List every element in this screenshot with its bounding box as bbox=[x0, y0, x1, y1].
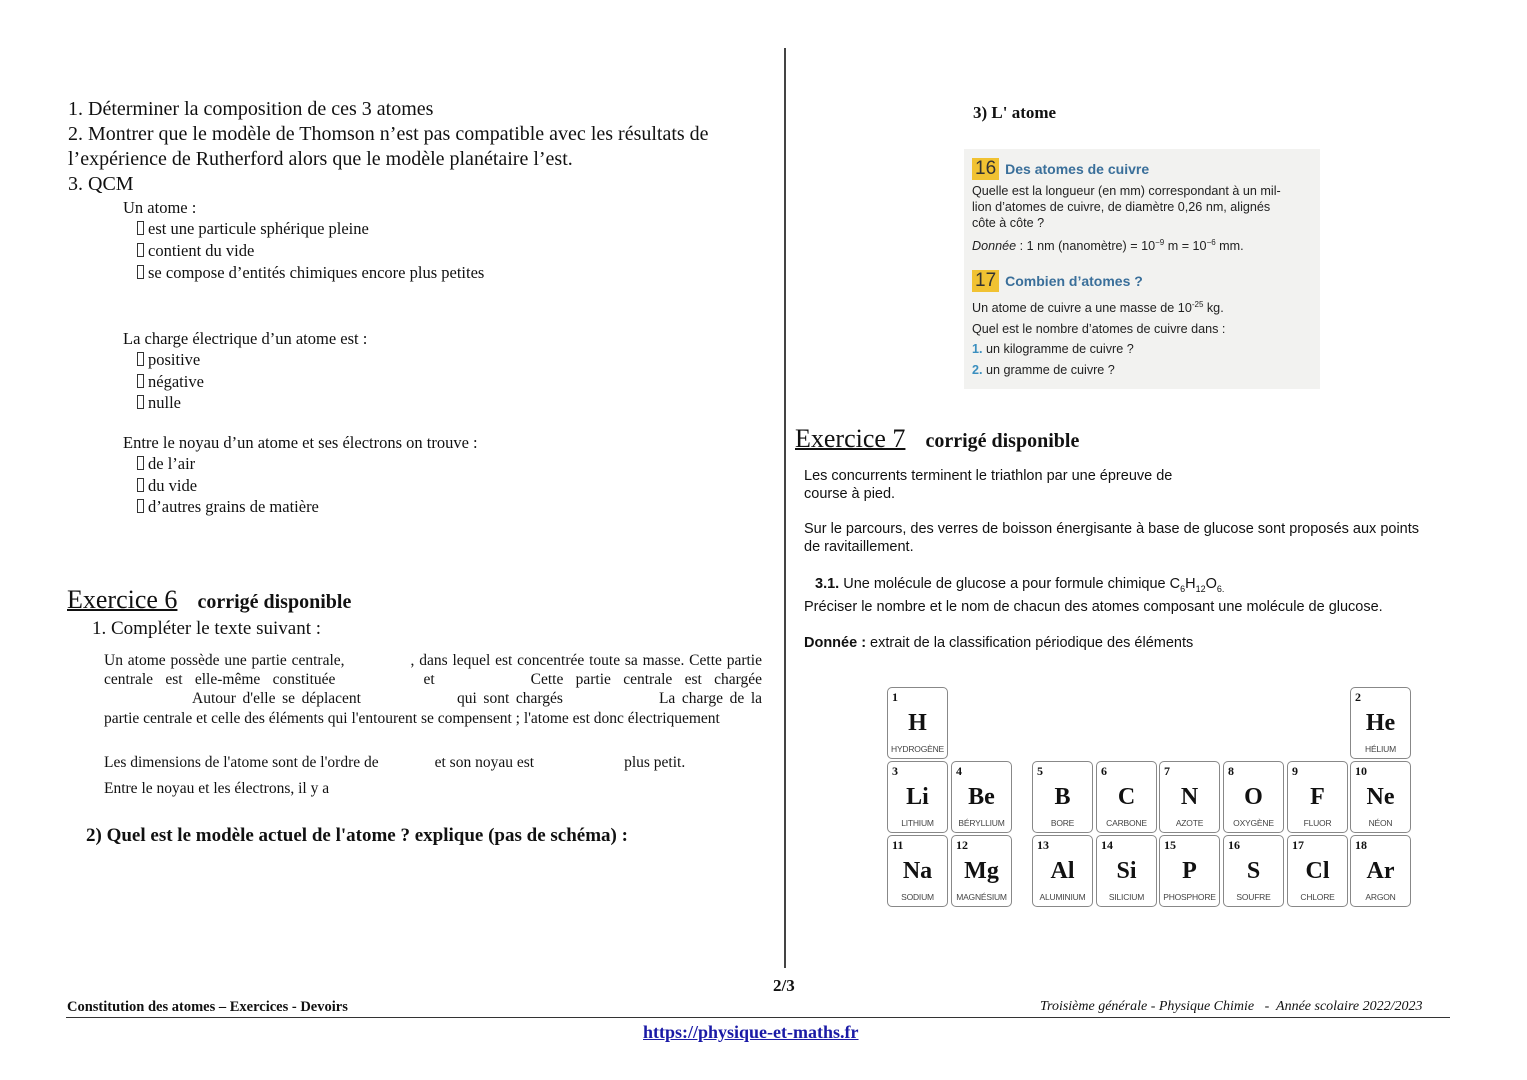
questions-block bbox=[68, 97, 709, 197]
website-link[interactable]: https://physique-et-maths.fr bbox=[643, 1022, 859, 1042]
element-cell: 8 O OXYGÈNE bbox=[1223, 761, 1284, 833]
column-divider bbox=[784, 48, 786, 968]
ex16-badge: 16 bbox=[972, 158, 999, 180]
fill-in-paragraph: Un atome possède une partie centrale, , dans lequel est concentrée toute sa masse. Cette partie centrale est elle-même constituée et Cette partie centrale est chargéeAutour d'elle se déplacent qui sont chargés La charge de la partie centrale et celle des éléments qui l'entourent se compensent ; l'atome est donc électriquement bbox=[104, 652, 763, 727]
exercise6-title: Exercice 6 bbox=[67, 585, 178, 614]
qcm-prompt: Un atome : bbox=[123, 198, 197, 217]
question-2-cont: l’expérience de Rutherford alors que le modèle planétaire l’est. bbox=[68, 148, 573, 170]
question-3-1: 3.1. Une molécule de glucose a pour formule chimique $C_6H_{12}O_{6.}$ Préciser le nombre et le nom de chacun des atomes composant une molécule de glucose. bbox=[804, 576, 1383, 615]
exercise7-para1: Les concurrents terminent le triathlon par une épreuve de course à pied. bbox=[804, 468, 1173, 502]
qcm-option[interactable]: contient du vide bbox=[123, 240, 484, 262]
checkbox-icon[interactable] bbox=[137, 243, 144, 257]
checkbox-icon[interactable] bbox=[137, 395, 144, 409]
exercise7-para2: Sur le parcours, des verres de boisson énergisante à base de glucose sont proposés aux points de ravitaillement. bbox=[804, 521, 1420, 555]
element-cell: 1 H HYDROGÈNE bbox=[887, 687, 948, 759]
element-cell: 14 Si SILICIUM bbox=[1096, 835, 1157, 907]
exercise6-subtitle: corrigé disponible bbox=[197, 591, 352, 613]
qcm-option[interactable]: nulle bbox=[123, 392, 367, 414]
element-cell: 2 He HÉLIUM bbox=[1350, 687, 1411, 759]
ex16-title: Des atomes de cuivre bbox=[1005, 161, 1150, 177]
checkbox-icon[interactable] bbox=[137, 374, 144, 388]
element-cell: 18 Ar ARGON bbox=[1350, 835, 1411, 907]
element-cell: 5 B BORE bbox=[1032, 761, 1093, 833]
textbook-excerpt bbox=[964, 149, 1320, 389]
checkbox-icon[interactable] bbox=[137, 221, 144, 235]
vacuum-line: Entre le noyau et les électrons, il y a bbox=[104, 780, 330, 797]
element-cell: 11 Na SODIUM bbox=[887, 835, 948, 907]
element-cell: 3 Li LITHIUM bbox=[887, 761, 948, 833]
periodic-table-caption: Donnée : extrait de la classification périodique des éléments bbox=[804, 635, 1194, 651]
ex16-body: Quelle est la longueur (en mm) correspondant à un mil- lion d’atomes de cuivre, de diamètre 0,26 nm, alignés côte à côte ? Donnée : 1 nm (nanomètre) = $10^{-9}$ $m = 10^{-6}$ mm. bbox=[972, 183, 1317, 254]
ex16-header bbox=[972, 158, 1149, 180]
page-number: 2/3 bbox=[773, 976, 795, 995]
exercise7-title: Exercice 7 bbox=[795, 424, 906, 453]
question-1: 1. Déterminer la composition de ces 3 atomes bbox=[68, 98, 434, 120]
qcm-2 bbox=[123, 328, 367, 414]
element-cell: 12 Mg MAGNÉSIUM bbox=[951, 835, 1012, 907]
qcm-1 bbox=[123, 197, 484, 284]
ex17-body: Un atome de cuivre a une masse de $10^{-25}$ kg. Quel est le nombre d’atomes de cuivre dans : 1. un kilogramme de cuivre ? 2. un gramme de cuivre ? bbox=[972, 300, 1226, 377]
section3-title: 3) L' atome bbox=[973, 103, 1057, 122]
ex16-data: Donnée : 1 nm (nanomètre) = $10^{-9}$ $m = 10^{-6}$ mm. bbox=[972, 238, 1244, 254]
element-cell: 17 Cl CHLORE bbox=[1287, 835, 1348, 907]
exercise6-instruction: 1. Compléter le texte suivant : bbox=[92, 618, 322, 639]
qcm-option[interactable]: de l’air bbox=[123, 453, 478, 475]
footer-rule bbox=[66, 1017, 1450, 1018]
checkbox-icon[interactable] bbox=[137, 478, 144, 492]
qcm-option[interactable]: négative bbox=[123, 371, 367, 393]
exercise7-subtitle: corrigé disponible bbox=[925, 430, 1080, 452]
element-cell: 16 S SOUFRE bbox=[1223, 835, 1284, 907]
qcm-option[interactable]: est une particule sphérique pleine bbox=[123, 218, 484, 240]
element-cell: 7 N AZOTE bbox=[1159, 761, 1220, 833]
element-cell: 13 Al ALUMINIUM bbox=[1032, 835, 1093, 907]
ex17-title: Combien d’atomes ? bbox=[1005, 273, 1143, 289]
checkbox-icon[interactable] bbox=[137, 265, 144, 279]
element-cell: 6 C CARBONE bbox=[1096, 761, 1157, 833]
exercise7-header bbox=[795, 424, 1079, 454]
checkbox-icon[interactable] bbox=[137, 456, 144, 470]
ex17-header bbox=[972, 270, 1143, 292]
checkbox-icon[interactable] bbox=[137, 499, 144, 513]
checkbox-icon[interactable] bbox=[137, 352, 144, 366]
dimensions-line: Les dimensions de l'atome sont de l'ordre de et son noyau est plus petit. bbox=[104, 754, 686, 771]
element-cell: 4 Be BÉRYLLIUM bbox=[951, 761, 1012, 833]
qcm-option[interactable]: du vide bbox=[123, 475, 478, 497]
footer-course-info: Troisième générale - Physique Chimie - Année scolaire 2022/2023 bbox=[1040, 999, 1423, 1014]
footer-document-title: Constitution des atomes – Exercices - Devoirs bbox=[67, 999, 348, 1015]
question-modele-actuel: 2) Quel est le modèle actuel de l'atome ? explique (pas de schéma) : bbox=[86, 825, 628, 846]
question-2: 2. Montrer que le modèle de Thomson n’est pas compatible avec les résultats de bbox=[68, 123, 709, 145]
element-cell: 9 F FLUOR bbox=[1287, 761, 1348, 833]
qcm-3 bbox=[123, 432, 478, 518]
qcm-prompt: La charge électrique d’un atome est : bbox=[123, 329, 368, 348]
qcm-prompt: Entre le noyau d’un atome et ses électrons on trouve : bbox=[123, 433, 478, 452]
question-3: 3. QCM bbox=[68, 173, 134, 195]
qcm-option[interactable]: positive bbox=[123, 349, 367, 371]
element-cell: 10 Ne NÉON bbox=[1350, 761, 1411, 833]
element-cell: 15 P PHOSPHORE bbox=[1159, 835, 1220, 907]
ex17-badge: 17 bbox=[972, 270, 999, 292]
qcm-option[interactable]: d’autres grains de matière bbox=[123, 496, 478, 518]
qcm-option[interactable]: se compose d’entités chimiques encore plus petites bbox=[123, 262, 484, 284]
exercise6-header bbox=[67, 585, 351, 615]
